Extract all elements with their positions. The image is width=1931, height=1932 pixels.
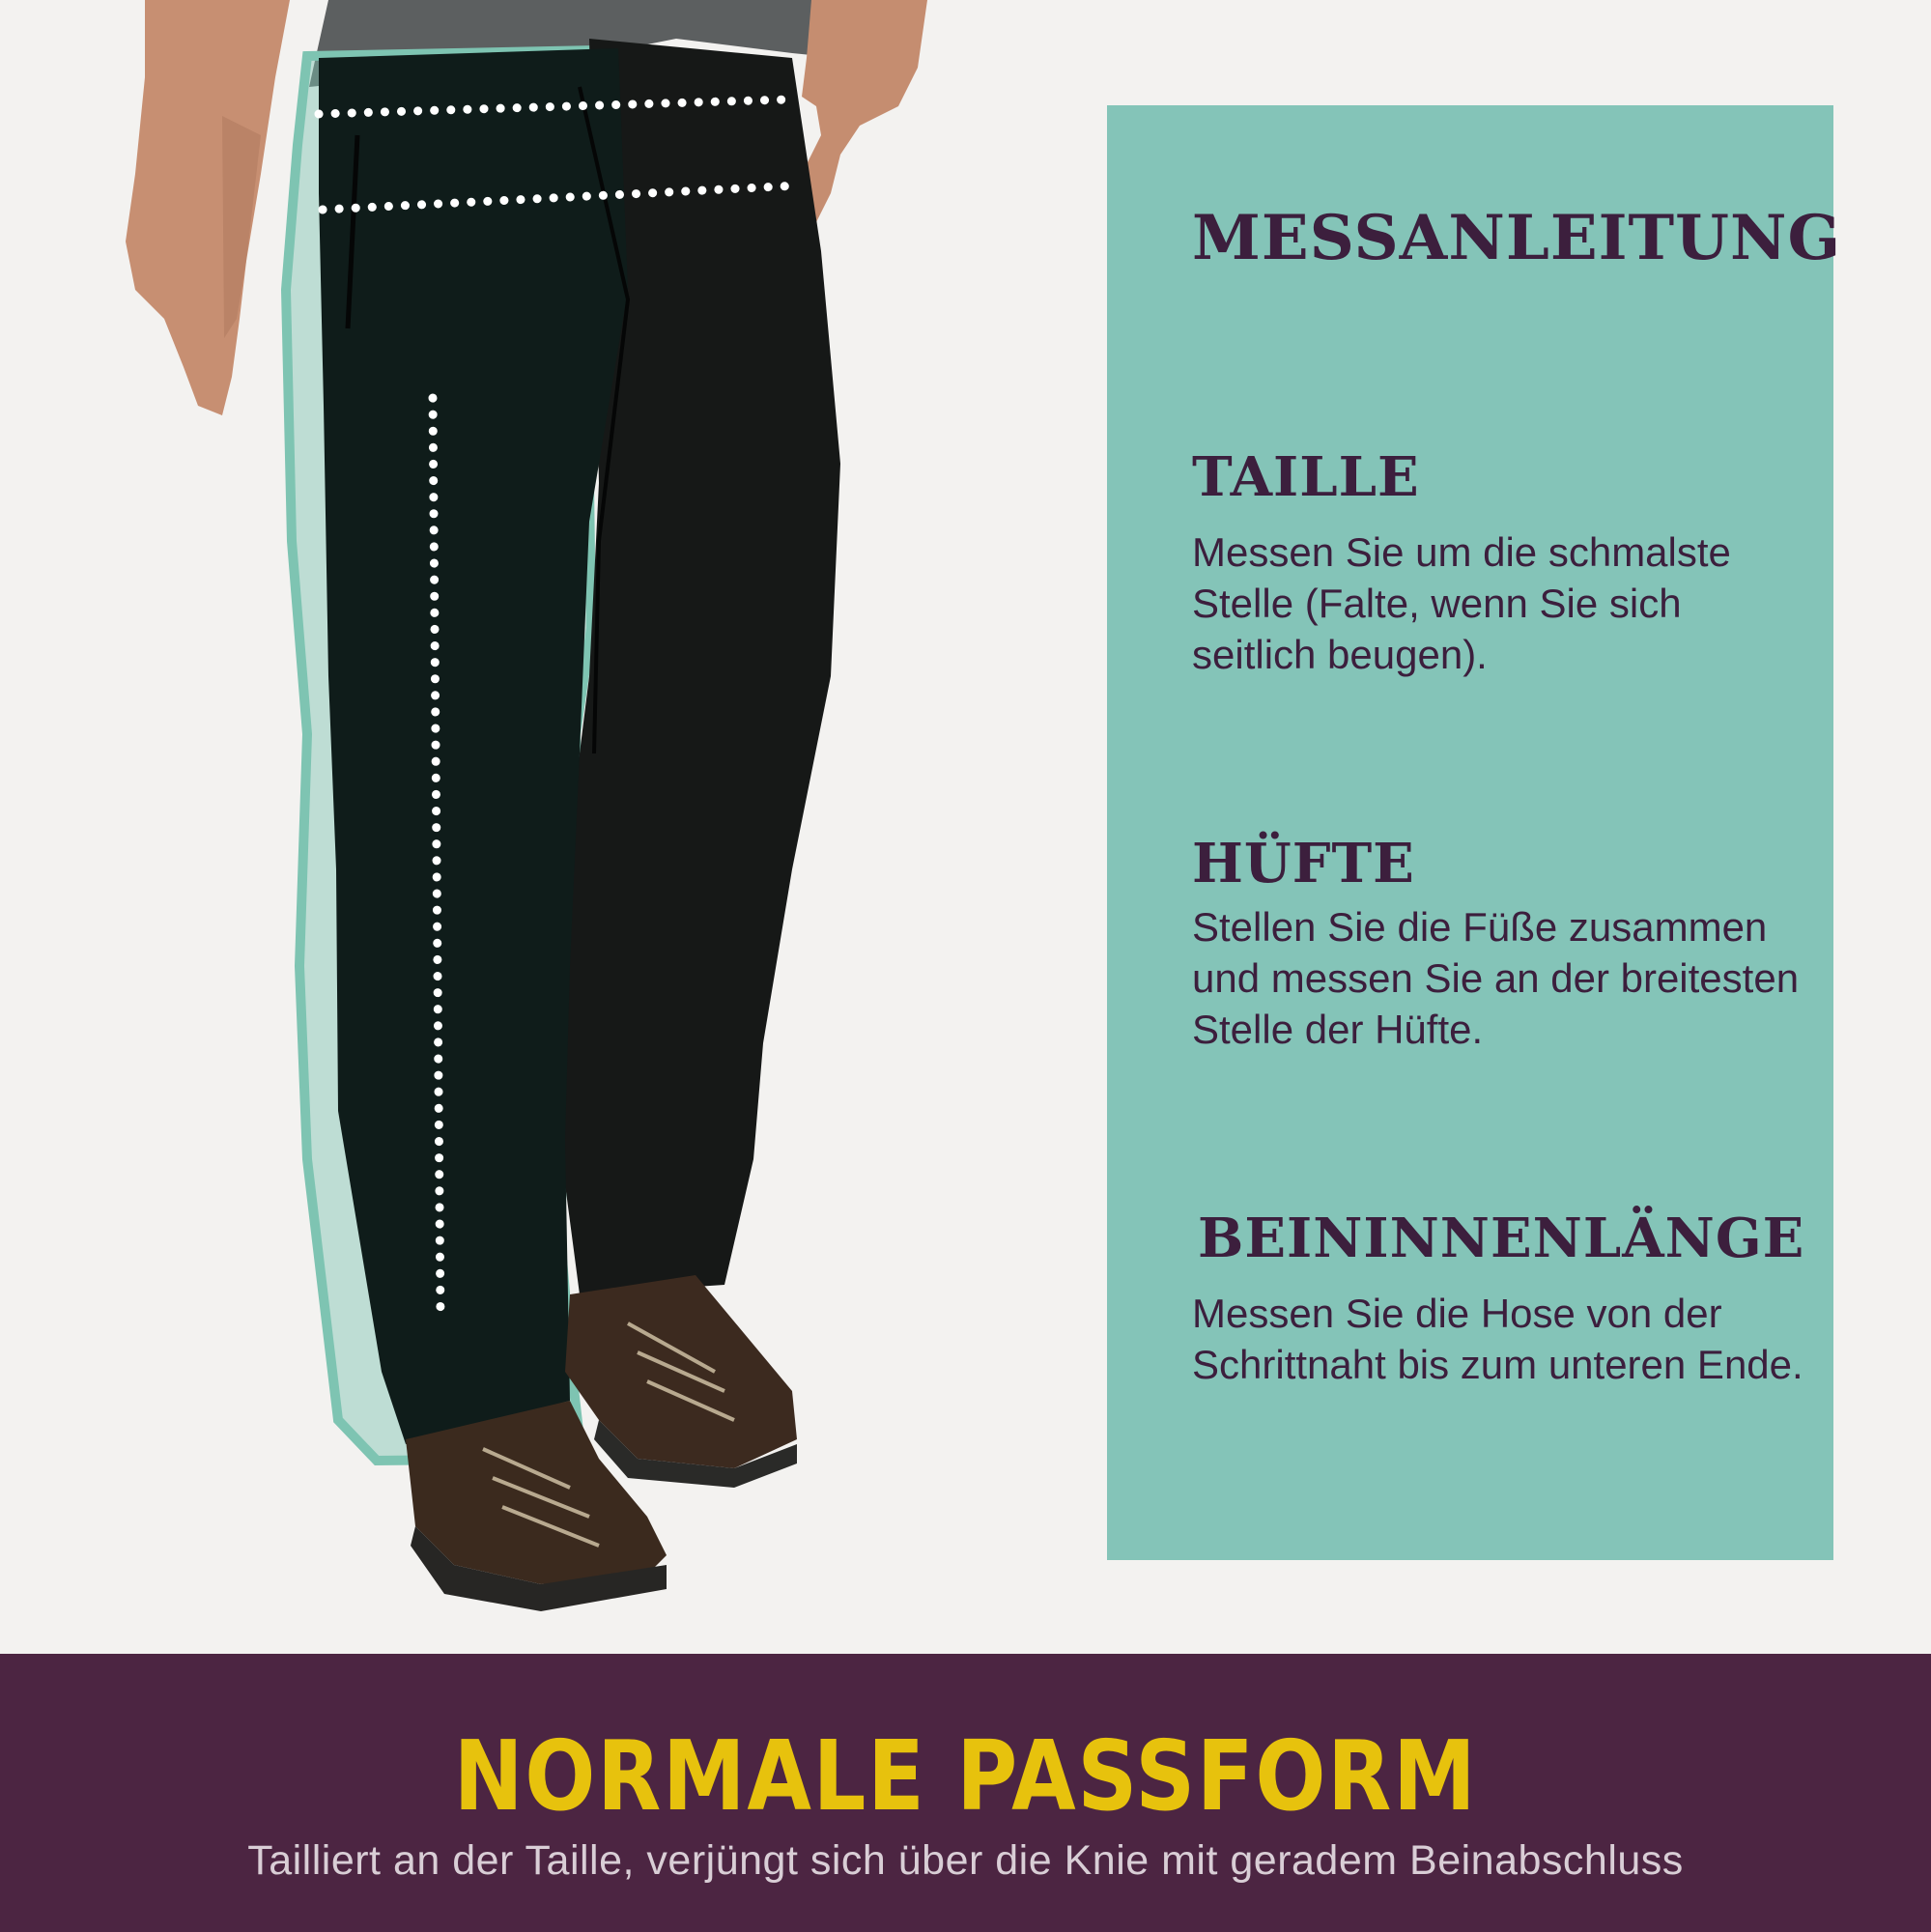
section-text-beininnenlaenge: Messen Sie die Hose von der Schrittnaht bis zum unteren Ende. (1192, 1291, 1803, 1387)
section-text-taille: Messen Sie um die schmalste Stelle (Falte, wenn Sie sich seitlich beugen). (1192, 529, 1731, 677)
pants-illustration (0, 0, 1092, 1654)
product-photo-pants (0, 0, 1092, 1654)
measurement-instructions-panel (1107, 105, 1842, 1560)
section-heading-taille: TAILLE (1192, 445, 1420, 509)
section-taille (1192, 445, 1810, 680)
fit-description: Tailliert an der Taille, verjüngt sich über die Knie mit geradem Beinabschluss (247, 1837, 1684, 1884)
section-heading-beininnenlaenge: BEININNENLÄNGE (1198, 1207, 1805, 1270)
fit-title: NORMALE PASSFORM (453, 1719, 1478, 1833)
section-text-huefte: Stellen Sie die Füße zusammen und messen Sie an der breitesten Stelle der Hüfte. (1192, 904, 1800, 1052)
section-huefte (1192, 832, 1810, 1055)
left-arm-shade (222, 116, 261, 338)
panel-title: MESSANLEITUNG (1192, 202, 1842, 274)
left-arm (126, 0, 290, 415)
section-beininnenlaenge (1192, 1207, 1810, 1390)
section-heading-huefte: HÜFTE (1192, 832, 1415, 895)
fit-banner (0, 1654, 1931, 1932)
